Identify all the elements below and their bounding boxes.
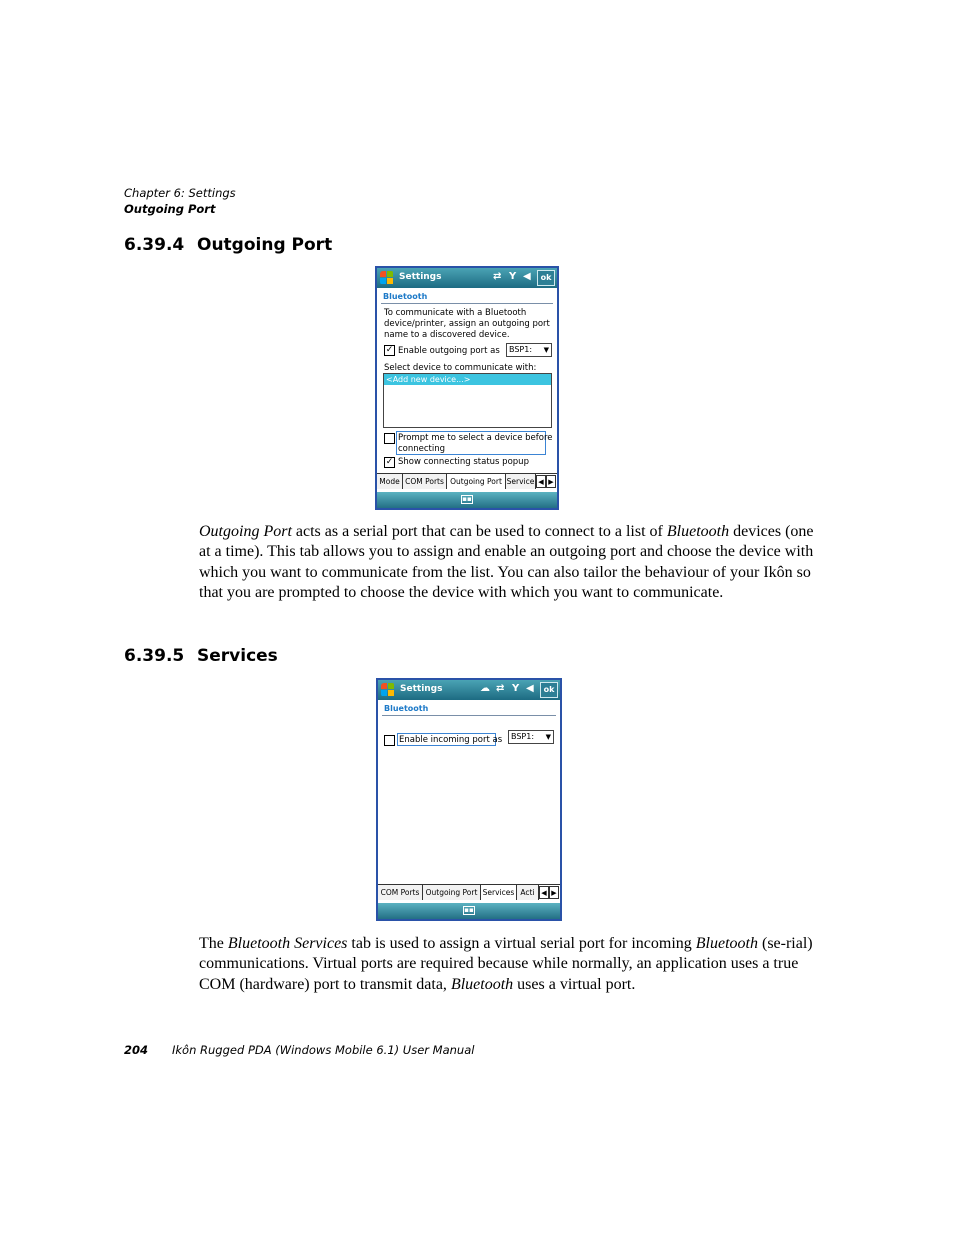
ok-button[interactable]: ok <box>537 270 555 286</box>
tab-outgoing-port[interactable]: Outgoing Port <box>447 474 506 489</box>
start-icon[interactable] <box>380 271 394 285</box>
section-title: Services <box>197 646 278 666</box>
services-paragraph: The Bluetooth Services tab is used to assign a virtual serial port for incoming Bluetooth (se-rial) communications. Virtual ports are required because while normally, an application uses a true COM (hardware) port to transmit data, Bluetooth uses a virtual port. <box>199 935 813 993</box>
status-popup-label: Show connecting status popup <box>398 457 529 467</box>
title-bar <box>377 268 557 288</box>
tab-mode[interactable]: Mode <box>377 474 403 489</box>
enable-incoming-checkbox[interactable] <box>384 735 395 746</box>
tab-com-ports[interactable]: COM Ports <box>403 474 447 489</box>
divider <box>381 303 553 304</box>
enable-incoming-label: Enable incoming port as <box>399 735 503 745</box>
start-icon[interactable] <box>381 683 395 697</box>
running-header-chapter: Chapter 6: Settings <box>124 186 236 200</box>
divider <box>382 715 556 716</box>
checkmark-icon: ✓ <box>385 345 394 355</box>
checkmark-icon: ✓ <box>385 457 394 467</box>
soft-key-bar <box>377 492 557 508</box>
page-label: Bluetooth <box>383 292 428 301</box>
prompt-checkbox[interactable] <box>384 433 395 444</box>
tab-services[interactable]: Service <box>506 474 536 489</box>
tab-com-ports[interactable]: COM Ports <box>378 885 423 900</box>
page-number: 204 <box>124 1043 149 1057</box>
running-header <box>124 185 236 217</box>
chevron-down-icon: ▼ <box>545 733 551 741</box>
running-header-section: Outgoing Port <box>124 202 216 216</box>
tab-scroll-left-icon[interactable]: ◀ <box>536 475 546 488</box>
signal-icon[interactable]: Y <box>512 683 520 694</box>
keyboard-icon[interactable]: ▪▪ <box>462 495 472 503</box>
section-title: Outgoing Port <box>197 235 333 255</box>
title-bar <box>378 680 560 700</box>
enable-outgoing-checkbox[interactable] <box>384 345 395 356</box>
description-line-3: name to a discovered device. <box>384 330 510 340</box>
page-label: Bluetooth <box>384 704 429 713</box>
outgoing-port-paragraph: Outgoing Port acts as a serial port that can be used to connect to a list of Bluetooth devices (one at a time). This tab allows you to assign and enable an outgoing port and choose the device with which you want to communicate from the list. You can also tailor the behaviour of your Ikôn so that you are prompted to choose the device with which you want to communicate. <box>199 523 814 602</box>
section-number: 6.39.4 <box>124 235 185 255</box>
outgoing-port-value: BSP1: <box>509 345 533 354</box>
tab-bar <box>378 884 560 901</box>
prompt-label-line-2: connecting <box>398 444 446 454</box>
prompt-label-line-1: Prompt me to select a device before <box>398 433 553 443</box>
page-footer <box>124 1043 474 1057</box>
section-heading-services <box>124 645 278 667</box>
services-screenshot <box>376 678 562 921</box>
status-popup-checkbox[interactable] <box>384 457 395 468</box>
description-line-2: device/printer, assign an outgoing port <box>384 319 550 329</box>
window-title: Settings <box>400 684 443 694</box>
tab-services[interactable]: Services <box>481 885 517 900</box>
volume-icon[interactable]: ◀ <box>526 683 534 694</box>
tab-bar <box>377 473 557 490</box>
description-line-1: To communicate with a Bluetooth <box>384 308 527 318</box>
keyboard-icon[interactable]: ▪▪ <box>464 906 474 914</box>
tab-scroll-right-icon[interactable]: ▶ <box>546 475 556 488</box>
sync-icon[interactable]: ⇄ <box>496 683 505 694</box>
ok-button[interactable]: ok <box>540 682 558 698</box>
chevron-down-icon: ▼ <box>543 346 549 354</box>
manual-title: Ikôn Rugged PDA (Windows Mobile 6.1) User Manual <box>172 1043 475 1057</box>
list-item[interactable]: <Add new device...> <box>384 374 551 385</box>
incoming-port-value: BSP1: <box>511 732 535 741</box>
signal-icon[interactable]: Y <box>509 271 517 282</box>
tab-scroll-left-icon[interactable]: ◀ <box>539 886 549 899</box>
device-list[interactable] <box>383 373 552 428</box>
tab-outgoing-port[interactable]: Outgoing Port <box>423 885 481 900</box>
tab-scroll-right-icon[interactable]: ▶ <box>549 886 559 899</box>
outgoing-port-select[interactable] <box>506 343 552 357</box>
window-title: Settings <box>399 272 442 282</box>
select-device-label: Select device to communicate with: <box>384 363 537 373</box>
notification-icon[interactable]: ☁ <box>480 683 490 694</box>
section-heading-outgoing-port <box>124 234 332 256</box>
outgoing-port-screenshot <box>375 266 559 510</box>
sync-icon[interactable]: ⇄ <box>493 271 502 282</box>
section-number: 6.39.5 <box>124 646 185 666</box>
volume-icon[interactable]: ◀ <box>523 271 531 282</box>
enable-outgoing-label: Enable outgoing port as <box>398 346 500 356</box>
soft-key-bar <box>378 903 560 919</box>
tab-accounts[interactable]: Acti <box>517 885 539 900</box>
incoming-port-select[interactable] <box>508 730 554 744</box>
